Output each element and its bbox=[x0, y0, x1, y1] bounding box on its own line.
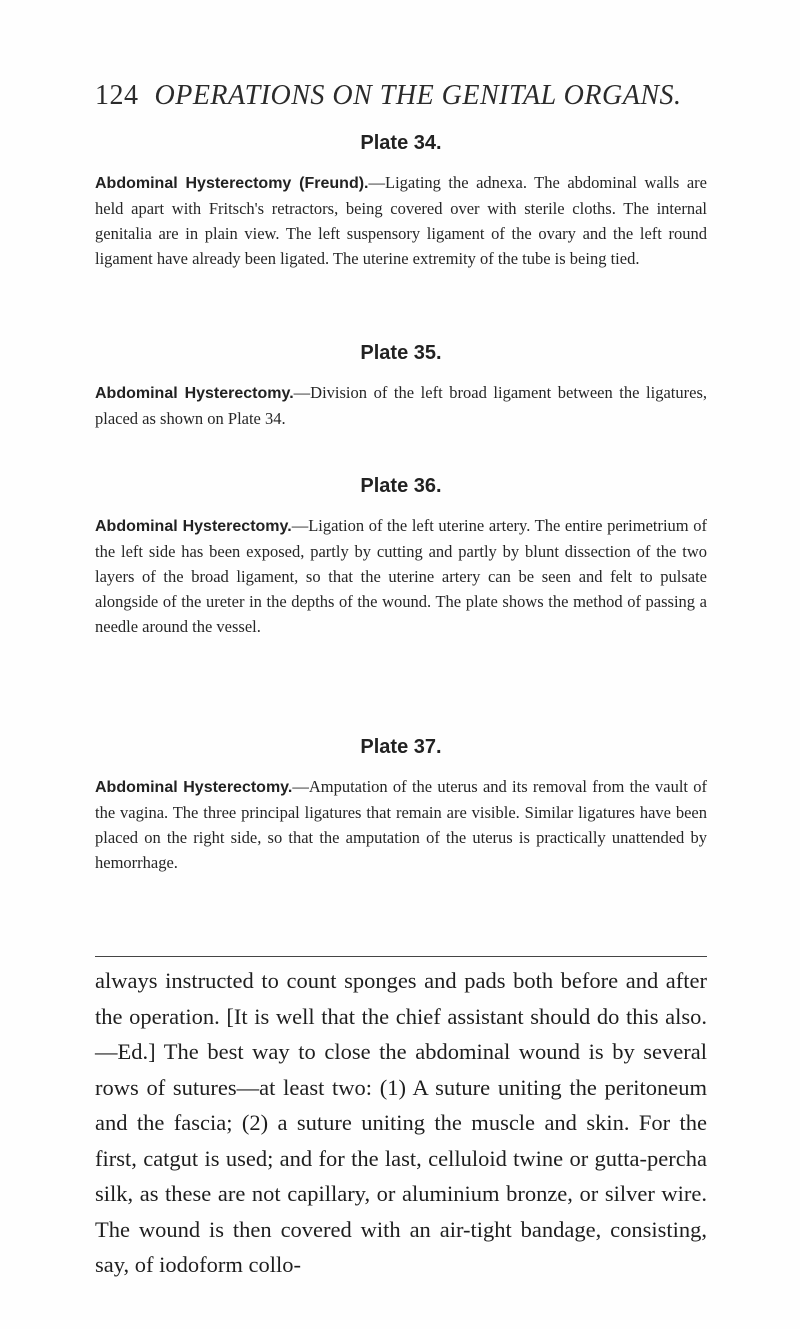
plate-37-section bbox=[95, 734, 707, 875]
plate-34-section bbox=[95, 130, 707, 271]
plate-34-caption bbox=[95, 170, 707, 271]
plate-37-title: Plate 37. bbox=[360, 736, 442, 758]
page-header bbox=[95, 80, 715, 116]
running-title: OPERATIONS ON THE GENITAL ORGANS. bbox=[154, 80, 682, 111]
plate-36-text: —Ligation of the left uterine artery. The entire perimetrium of the left side has been exposed, partly by cutting and partly by blunt dissection of the two layers of the broad ligament, so that the uterine artery can be seen and felt to pulsate alongside of the ureter in the depths of the wound. The plate shows the method of passing a needle around the vessel. bbox=[95, 516, 707, 636]
plate-34-title: Plate 34. bbox=[360, 132, 442, 154]
plate-34-text: —Ligating the adnexa. The abdominal walls are held apart with Fritsch's retractors, being covered over with sterile cloths. The internal genitalia are in plain view. The left suspensory ligament of the ovary and the left round ligament have already been ligated. The uterine extremity of the tube is being tied. bbox=[95, 173, 707, 268]
plate-36-caption bbox=[95, 513, 707, 639]
plate-35-lead: Abdominal Hysterectomy. bbox=[95, 385, 294, 402]
plate-35-section bbox=[95, 340, 707, 431]
plate-37-text: —Amputation of the uterus and its removal from the vault of the vagina. The three principal ligatures that remain are visible. Similar ligatures have been placed on the right side, so that the amputation of the uterus is practically unattended by hemorrhage. bbox=[95, 777, 707, 872]
plate-35-title: Plate 35. bbox=[360, 342, 442, 364]
plate-35-text: —Division of the left broad ligament between the ligatures, placed as shown on Plate 34. bbox=[95, 383, 707, 428]
plate-36-section bbox=[95, 473, 707, 639]
plate-34-lead: Abdominal Hysterectomy (Freund). bbox=[95, 175, 369, 192]
plate-37-caption bbox=[95, 774, 707, 875]
plate-37-lead: Abdominal Hysterectomy. bbox=[95, 779, 293, 796]
plate-36-title: Plate 36. bbox=[360, 475, 442, 497]
plate-35-caption bbox=[95, 380, 707, 431]
section-divider bbox=[95, 956, 707, 957]
plate-36-lead: Abdominal Hysterectomy. bbox=[95, 518, 292, 535]
page-number: 124 bbox=[95, 80, 139, 111]
body-paragraph: always instructed to count sponges and pads both before and after the operation. [It is well that the chief assistant should do this also.—Ed.] The best way to close the abdominal wound is by several rows of sutures—at least two: (1) A suture uniting the peritoneum and the fascia; (2) a suture uniting the muscle and skin. For the first, catgut is used; and for the last, celluloid twine or gutta-percha silk, as these are not capillary, or aluminium bronze, or silver wire. The wound is then covered with an air-tight bandage, consisting, say, of iodoform collo- bbox=[95, 968, 707, 1277]
